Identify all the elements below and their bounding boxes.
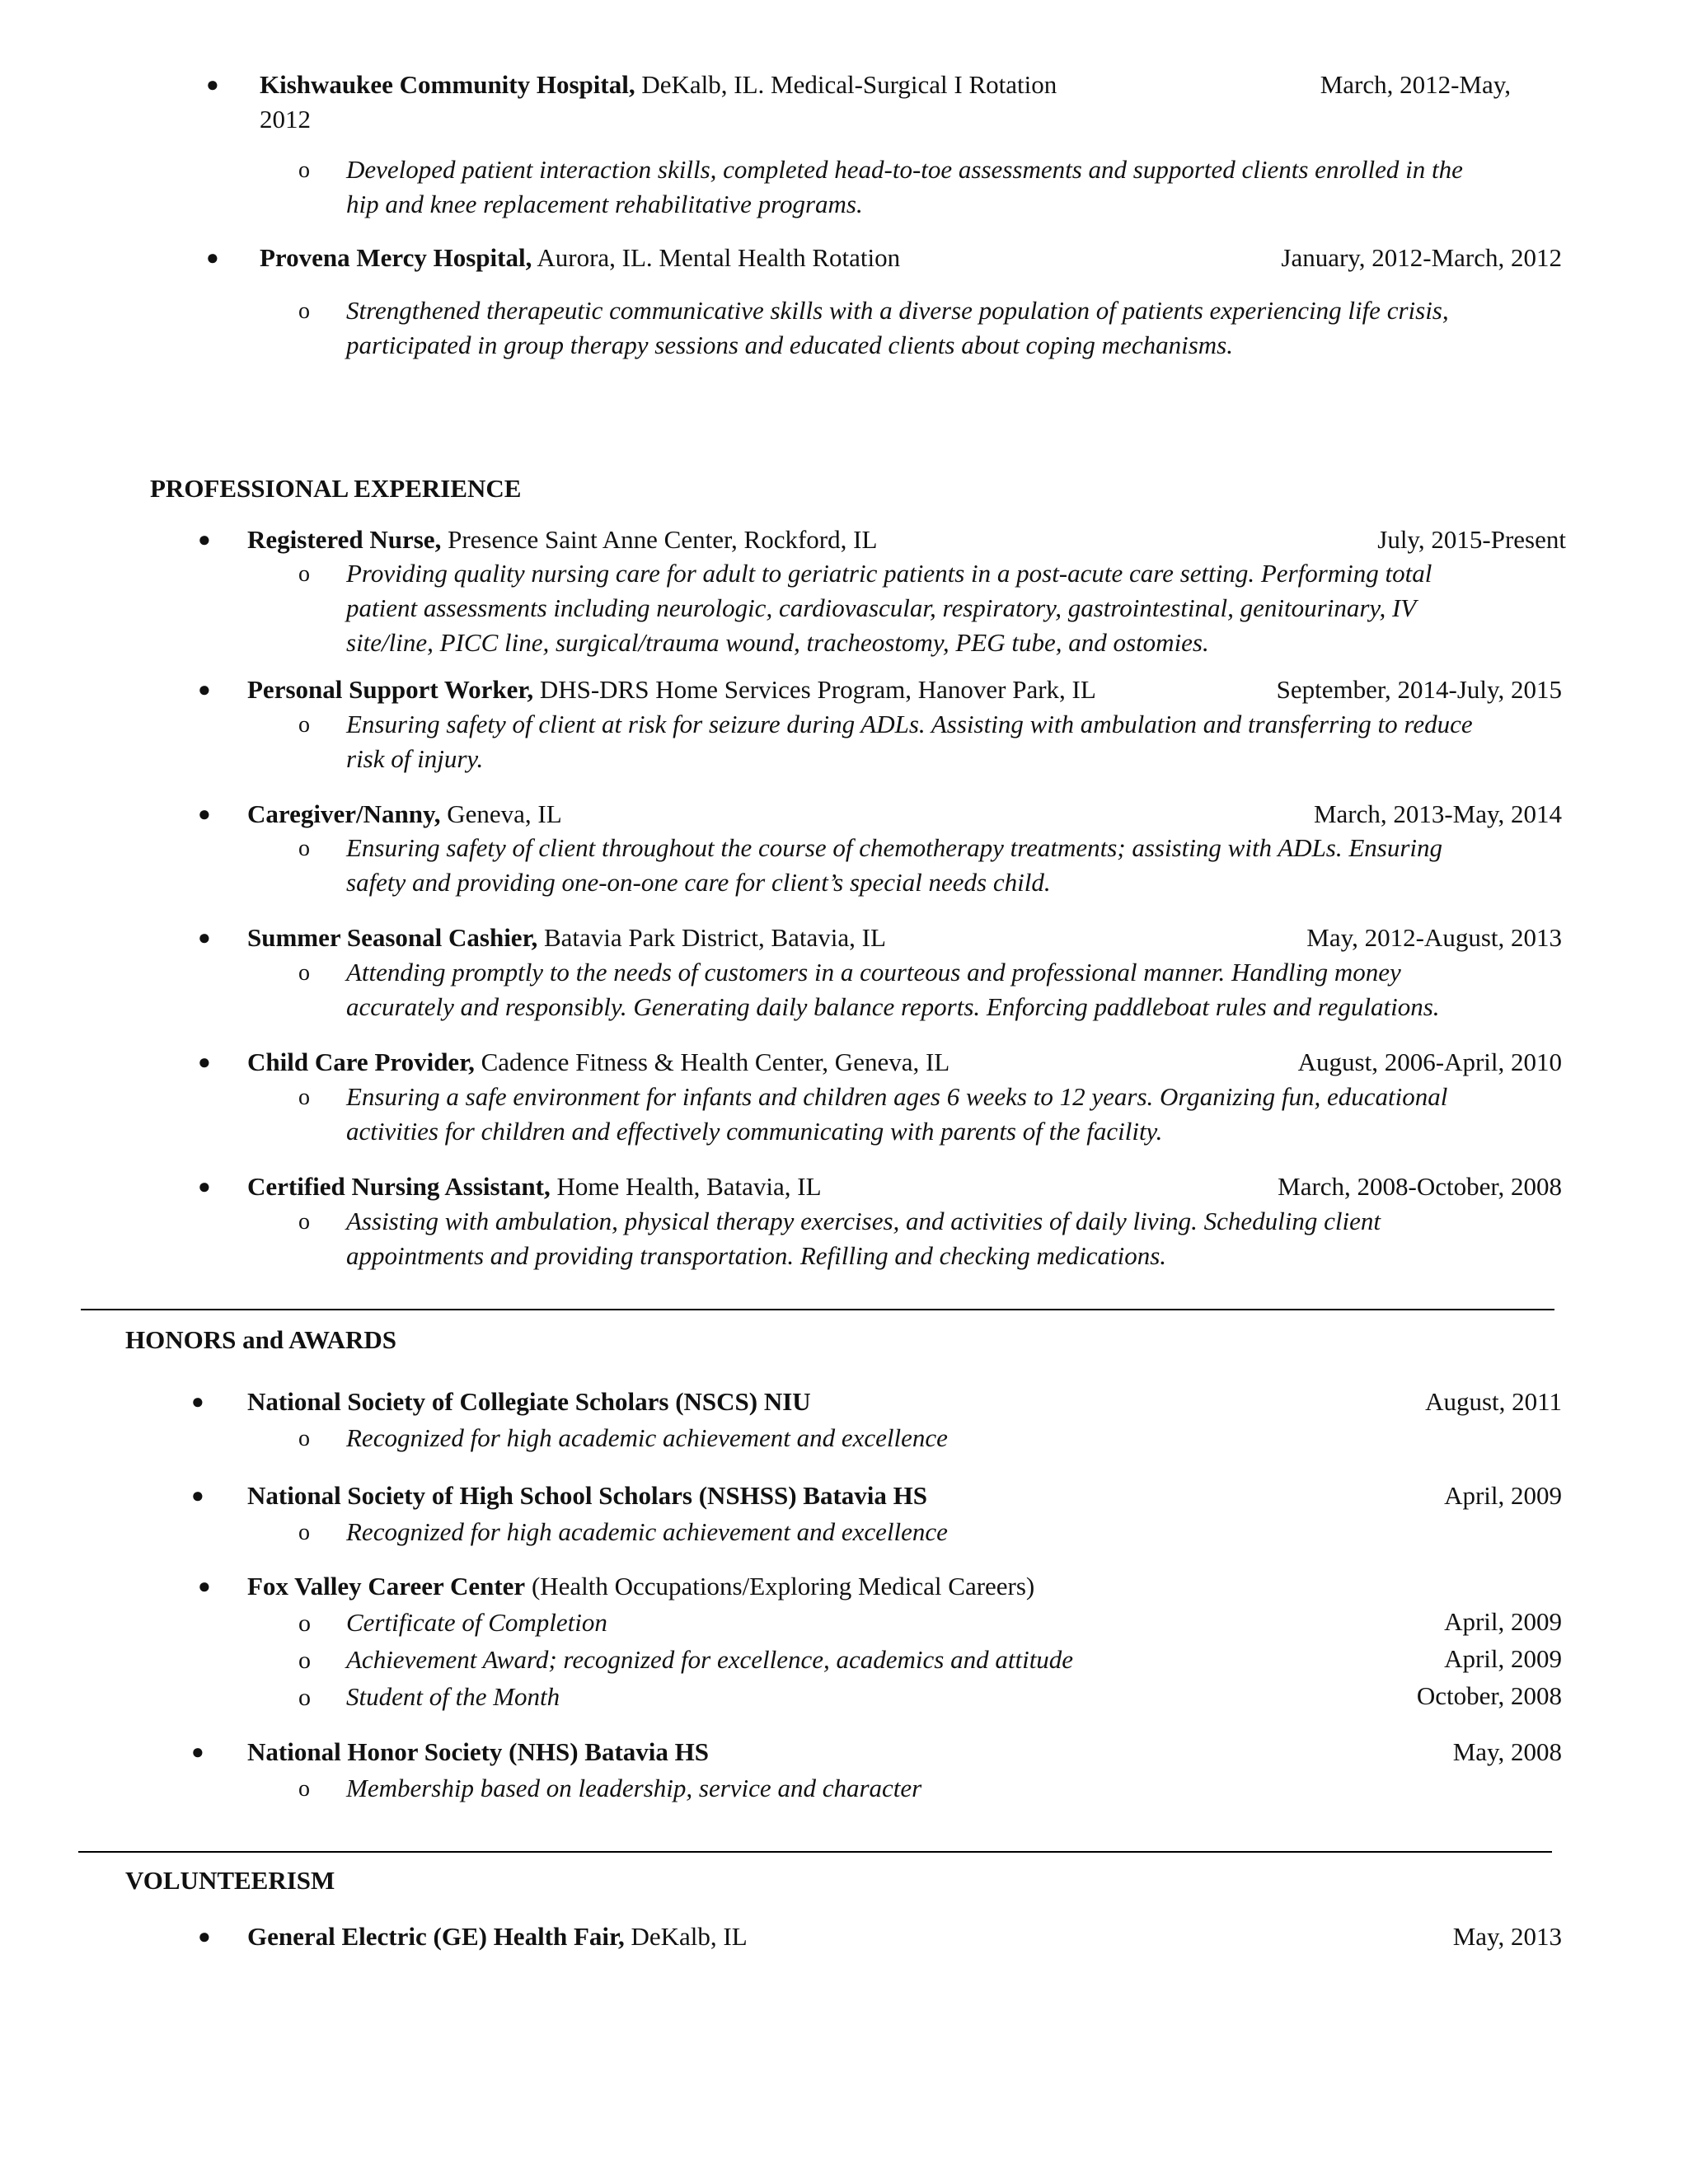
clinical-description-line: hip and knee replacement rehabilitative programs. (346, 190, 863, 218)
bullet-icon: ● (198, 802, 211, 826)
sub-bullet-icon: o (298, 298, 310, 324)
honor-title: National Honor Society (NHS) Batavia HS (247, 1737, 710, 1766)
bullet-icon: ● (198, 1574, 211, 1598)
job-entry (247, 673, 1096, 706)
job-title: Registered Nurse, (247, 525, 442, 554)
sub-bullet-icon: o (298, 157, 310, 183)
bullet-icon: ● (191, 1740, 204, 1764)
job-date: August, 2006-April, 2010 (1297, 1047, 1562, 1076)
job-title: Summer Seasonal Cashier, (247, 923, 538, 952)
sub-bullet-icon: o (298, 1520, 310, 1545)
job-title: Child Care Provider, (247, 1047, 475, 1076)
honor-date: April, 2009 (1444, 1481, 1562, 1510)
job-title: Certified Nursing Assistant, (247, 1172, 551, 1201)
sub-bullet-icon: o (298, 561, 310, 587)
clinical-description-line: participated in group therapy sessions and educated clients about coping mechanisms. (346, 330, 1233, 359)
honor-sub-date: April, 2009 (1444, 1607, 1562, 1636)
clinical-org: Kishwaukee Community Hospital, (260, 70, 635, 99)
sub-bullet-icon: o (298, 1610, 311, 1637)
section-heading-professional: PROFESSIONAL EXPERIENCE (150, 474, 522, 503)
job-details: Presence Saint Anne Center, Rockford, IL (441, 525, 878, 554)
bullet-icon: ● (198, 926, 211, 949)
honor-description: Student of the Month (346, 1682, 560, 1711)
section-divider (81, 1309, 1554, 1310)
job-description-line: risk of injury. (346, 744, 484, 773)
job-entry (247, 1170, 822, 1203)
job-description-line: safety and providing one-on-one care for client’s special needs child. (346, 868, 1051, 897)
honor-description: Membership based on leadership, service and character (346, 1774, 922, 1802)
honor-title: National Society of High School Scholars (NSHSS) Batavia HS (247, 1481, 928, 1510)
job-description-line: Ensuring safety of client at risk for seizure during ADLs. Assisting with ambulation and transferring to reduce (346, 710, 1473, 738)
job-description-line: Attending promptly to the needs of customers in a courteous and professional manner. Handling money (346, 958, 1401, 987)
clinical-description-line: Developed patient interaction skills, completed head-to-toe assessments and supported clients enrolled in the (346, 155, 1463, 184)
job-details: DHS-DRS Home Services Program, Hanover Park, IL (533, 675, 1096, 704)
sub-bullet-icon: o (298, 712, 310, 738)
bullet-icon: ● (198, 527, 211, 551)
section-heading-honors: HONORS and AWARDS (125, 1325, 397, 1354)
job-description-line: activities for children and effectively communicating with parents of the facility. (346, 1117, 1163, 1146)
job-details: Cadence Fitness & Health Center, Geneva, IL (474, 1047, 950, 1076)
job-date: March, 2008-October, 2008 (1278, 1172, 1562, 1201)
bullet-icon: ● (191, 1483, 204, 1507)
clinical-details: DeKalb, IL. Medical-Surgical I Rotation (635, 70, 1057, 99)
job-description-line: accurately and responsibly. Generating daily balance reports. Enforcing paddleboat rules and regulations. (346, 992, 1440, 1021)
job-entry (247, 798, 562, 831)
honor-description: Achievement Award; recognized for excellence, academics and attitude (346, 1645, 1074, 1674)
honor-description: Recognized for high academic achievement and excellence (346, 1423, 948, 1452)
job-details: Home Health, Batavia, IL (550, 1172, 822, 1201)
job-description-line: Ensuring a safe environment for infants and children ages 6 weeks to 12 years. Organizing fun, educational (346, 1082, 1448, 1111)
job-date: May, 2012-August, 2013 (1306, 923, 1562, 952)
sub-bullet-icon: o (298, 960, 310, 986)
clinical-date-continued: 2012 (260, 105, 311, 134)
job-description-line: site/line, PICC line, surgical/trauma wound, tracheostomy, PEG tube, and ostomies. (346, 628, 1209, 657)
bullet-icon: ● (198, 1924, 211, 1948)
volunteer-title: General Electric (GE) Health Fair, (247, 1922, 625, 1951)
job-description-line: Assisting with ambulation, physical therapy exercises, and activities of daily living. Scheduling client (346, 1207, 1381, 1235)
job-date: March, 2013-May, 2014 (1313, 799, 1562, 828)
volunteer-date: May, 2013 (1452, 1922, 1562, 1951)
job-title: Personal Support Worker, (247, 675, 534, 704)
job-description-line: Providing quality nursing care for adult to geriatric patients in a post-acute care setting. Performing total (346, 559, 1432, 588)
sub-bullet-icon: o (298, 836, 310, 861)
honor-entry (247, 1385, 811, 1418)
job-details: Geneva, IL (440, 799, 562, 828)
section-heading-volunteerism: VOLUNTEERISM (125, 1866, 335, 1895)
job-entry (247, 523, 877, 556)
bullet-icon: ● (198, 1050, 211, 1074)
honor-description: Certificate of Completion (346, 1608, 607, 1637)
honor-date: August, 2011 (1425, 1387, 1562, 1416)
job-date: July, 2015-Present (1377, 525, 1566, 554)
honor-description: Recognized for high academic achievement and excellence (346, 1517, 948, 1546)
sub-bullet-icon: o (298, 1647, 311, 1674)
job-description-line: patient assessments including neurologic, cardiovascular, respiratory, gastrointestinal, genitourinary, IV (346, 593, 1417, 622)
volunteer-entry (247, 1920, 748, 1953)
bullet-icon: ● (206, 246, 219, 269)
bullet-icon: ● (206, 73, 219, 96)
honor-title: National Society of Collegiate Scholars (NSCS) NIU (247, 1387, 811, 1416)
clinical-entry-1 (260, 68, 1057, 101)
bullet-icon: ● (198, 677, 211, 701)
clinical-org: Provena Mercy Hospital, (260, 243, 532, 272)
section-divider (78, 1851, 1552, 1853)
job-title: Caregiver/Nanny, (247, 799, 441, 828)
volunteer-details: DeKalb, IL (624, 1922, 748, 1951)
clinical-details: Aurora, IL. Mental Health Rotation (532, 243, 901, 272)
job-entry (247, 921, 886, 954)
sub-bullet-icon: o (298, 1426, 310, 1451)
honor-details: (Health Occupations/Exploring Medical Careers) (525, 1572, 1035, 1601)
honor-entry (247, 1736, 709, 1769)
job-details: Batavia Park District, Batavia, IL (537, 923, 886, 952)
honor-sub-date: October, 2008 (1416, 1681, 1562, 1710)
job-date: September, 2014-July, 2015 (1276, 675, 1562, 704)
sub-bullet-icon: o (298, 1209, 310, 1235)
clinical-entry-2 (260, 241, 900, 274)
honor-entry (247, 1570, 1034, 1603)
bullet-icon: ● (191, 1390, 204, 1413)
clinical-description-line: Strengthened therapeutic communicative skills with a diverse population of patients experiencing life crisis, (346, 296, 1449, 325)
honor-sub-date: April, 2009 (1444, 1644, 1562, 1673)
job-entry (247, 1046, 950, 1079)
honor-entry (247, 1479, 927, 1512)
honor-date: May, 2008 (1452, 1737, 1562, 1766)
clinical-date: January, 2012-March, 2012 (1281, 243, 1562, 272)
sub-bullet-icon: o (298, 1085, 310, 1110)
job-description-line: appointments and providing transportation. Refilling and checking medications. (346, 1241, 1167, 1270)
bullet-icon: ● (198, 1174, 211, 1198)
clinical-date: March, 2012-May, (1320, 70, 1511, 99)
honor-title: Fox Valley Career Center (247, 1572, 526, 1601)
sub-bullet-icon: o (298, 1776, 310, 1802)
sub-bullet-icon: o (298, 1684, 311, 1711)
job-description-line: Ensuring safety of client throughout the course of chemotherapy treatments; assisting with ADLs. Ensuring (346, 833, 1443, 862)
